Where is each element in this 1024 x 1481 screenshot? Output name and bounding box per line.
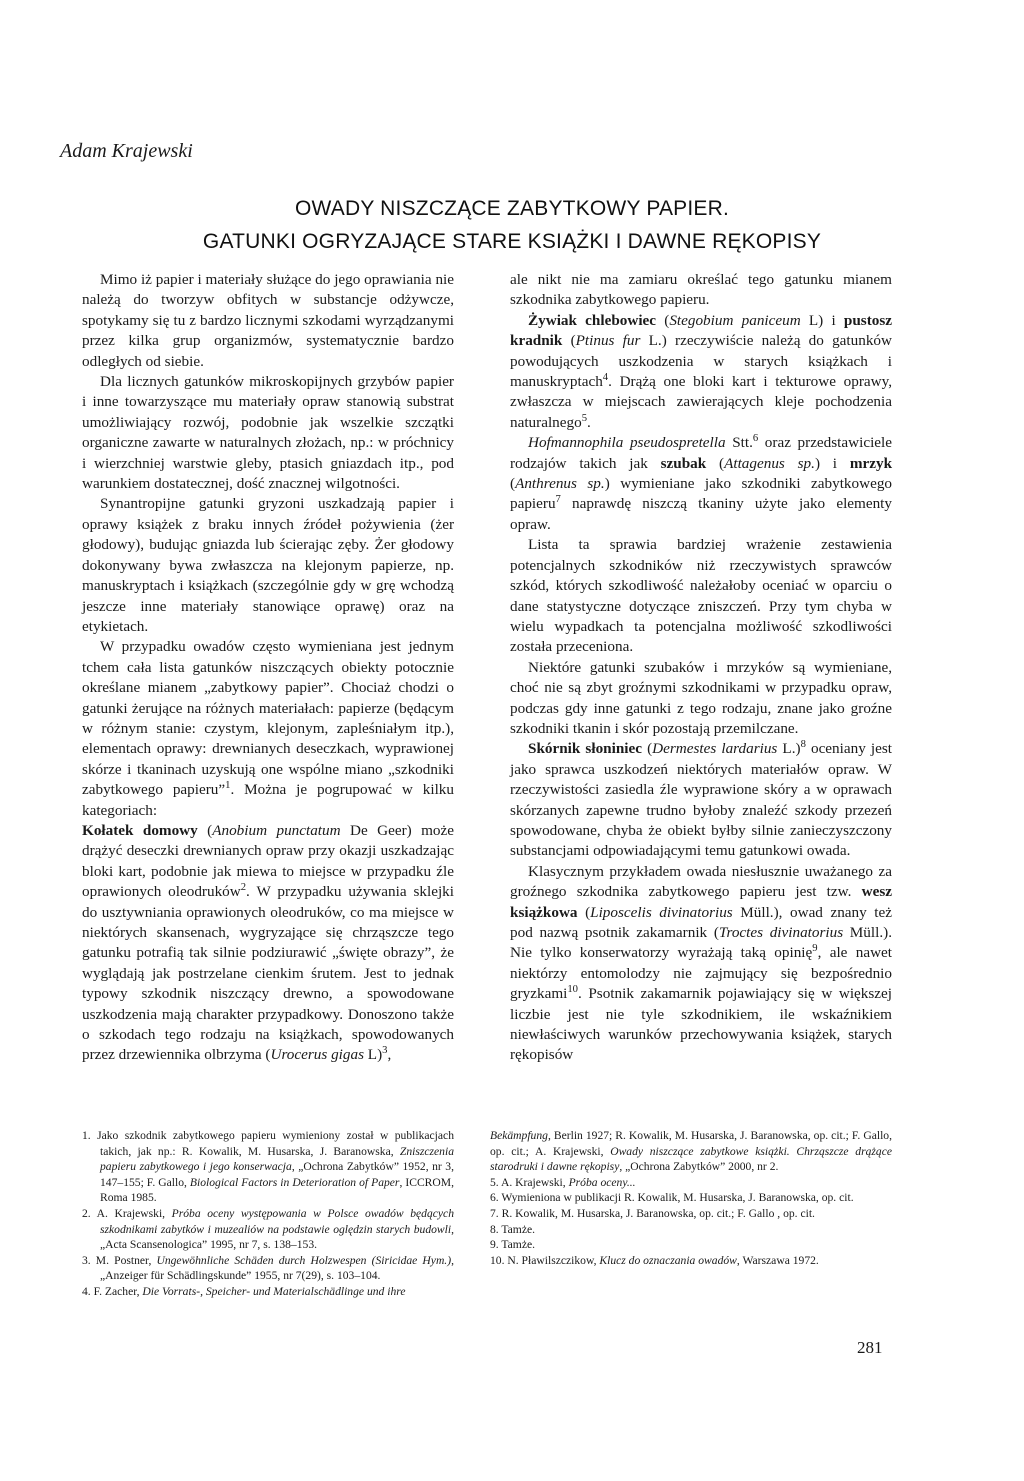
footnote: 9. Tamże. [490,1238,536,1252]
latin-name: Anthrenus sp. [515,475,605,493]
text: ) i [814,454,850,472]
text: ( [510,475,516,493]
latin-name: Liposcelis divinatorius [590,903,733,921]
paragraph [510,433,892,535]
text: L.) [777,740,801,758]
text: 4. F. Zacher, [82,1284,143,1298]
article-title [0,192,1024,258]
citation-title: Zniszczenia papieru zabytkowego i jego konserwacja [100,1144,454,1174]
footnote: 8. Tamże. [490,1222,536,1236]
paragraph [82,637,454,821]
text: L) [364,1046,383,1064]
paragraph: Niektóre gatunki szubaków i mrzyków są wymieniane, choć nie są zbyt groźnymi szkodnikami w przypadku opraw, podczas gdy inne gatunki z tego rodzaju, znane jako groźne szkodniki tkanin i skór pozostają przemilczane. [510,658,892,737]
text: 1. Jako szkodnik zabytkowego papieru wymieniony został w publikacjach takich, jak np.: R. Kowalik, M. Husarska, J. Baranowska, [82,1129,454,1158]
text: . Można je pogrupować w kilku kategoriach: [82,781,454,819]
footnote [82,1284,454,1300]
text: naprawdę niszczą tkaniny użyte jako elementy opraw. [510,495,892,533]
title-line-2: GATUNKI OGRYZAJĄCE STARE KSIĄŻKI I DAWNE RĘKOPISY [202,230,822,253]
text: 3. M. Postner, [82,1253,157,1267]
text: Klasycznym przykładem owada niesłusznie uważanego za groźnego szkodnika zabytkowego papieru jest tzw. [510,862,892,901]
paragraph: ale nikt nie ma zamiaru określać tego gatunku mianem szkodnika zabytkowego papieru. [510,271,892,309]
footnote [490,1175,892,1191]
text: W przypadku owadów często wymieniana jest jednym tchem cała lista gatunków niszczących obiekty potocznie określane mianem „zabytkowy papier”. Chociaż chodzi o gatunki żerujące na różnych materiałach: papierze (będącym w różnym stanie: czystym, klejonym, zapleśniałym itp.), elementach oprawy: drewnianych deseczkach, wyprawionej skórze i tkaninach uzyskują one wspólne miano „szkodniki zabytkowego papieru” [82,638,454,799]
text: . [587,413,591,431]
latin-name: Stegobium paniceum [669,311,801,329]
footnote-ref: 10 [567,984,578,996]
citation-title: Owady niszczące zabytkowe książki. Chrząszcze drążące starodruki i dawne rękopisy [490,1144,892,1174]
footnote-ref: 1 [225,780,231,792]
text: ( [562,332,576,350]
text: , Warszawa 1972. [736,1253,819,1267]
footnote [82,1206,454,1253]
latin-name: Attagenus sp. [724,454,815,472]
text: ) wymieniane jako szkodniki zabytkowego papieru [510,475,893,513]
text: L) i [800,311,844,329]
text: ( [706,454,725,472]
title-line-1: OWADY NISZCZĄCE ZABYTKOWY PAPIER. [294,197,730,220]
footnote-ref: 6 [752,433,759,445]
footnote-ref: 2 [240,882,247,894]
text: 2. A. Krajewski, [82,1206,172,1220]
latin-name: Ptinus fur [575,332,641,350]
citation-title: Biological Factors in Deterioration of Paper [189,1175,400,1189]
citation-title: Bekämpfung [490,1129,548,1142]
footnotes-right [490,1128,892,1268]
citation-title: Ungewöhnliche Schäden durch Holzwespen (Siricidae Hym.) [156,1253,452,1267]
footnote [82,1253,454,1284]
text: 10. N. Pławilszczikow, [490,1253,600,1267]
species-name: wesz książkowa [510,883,892,921]
paragraph [82,821,454,1066]
footnote-ref: 7 [555,494,561,506]
text: , „Ochrona Zabytków” 1952, nr 3, 147–155; F. Gallo, [100,1160,454,1189]
footnote-continuation [490,1128,892,1175]
footnote-ref: 5 [581,412,588,424]
text: , „Acta Scansenologica” 1995, nr 7, s. 138–153. [100,1222,454,1252]
footnotes-left [82,1128,454,1300]
text: oceniany jest jako sprawca uszkodzeń niektórych materiałów opraw. W rzeczywistości zasiedla źle wyprawione skóry a w oprawach skórzanych zapewne trudno byłoby znaleźć szkody przezeń spowodowane, chyba że obiekt byłby silnie zanieczyszczony substancjami odpowiadającymi temu gatunkowi owada. [510,740,892,860]
text: ( [197,821,213,839]
text: , ICCROM, Roma 1985. [100,1175,454,1205]
species-name: szubak [660,454,707,472]
text: , Berlin 1927; R. Kowalik, M. Husarska, J. Baranowska, op. cit.; F. Gallo, op. cit.; A. Krajewski, [490,1129,892,1158]
text: , [387,1046,392,1064]
text: , ale nawet niektórzy entomolodzy nie zajmujący się bezpośrednio gryzkami [510,944,892,1003]
latin-name: Troctes divinatorius [718,924,844,941]
text: Müll.), owad znany też pod nazwą psotnik zakamarnik ( [510,903,892,941]
footnote-ref: 3 [382,1045,388,1057]
footnote-ref: 4 [602,371,609,383]
text: ( [577,903,591,921]
latin-name: Urocerus gigas [270,1046,364,1064]
text: Stt. [725,434,753,452]
species-name: pustosz kradnik [510,311,892,350]
text: ( [656,311,670,329]
paragraph: Dla licznych gatunków mikroskopijnych grzybów papier i inne towarzyszące mu materiały opraw stanowią substrat umożliwiający rozwój, podobnie jak wszelkie szczątki organiczne zawarte w naturalnych złożach, np.: w próchnicy i wierzchniej warstwie gleby, ptasich gniazdach itp., pod warunkiem dostatecznej, dość znacznej wilgotności. [82,373,454,493]
left-column [82,270,454,1066]
latin-name: Anobium punctatum [212,821,341,839]
paragraph [510,862,892,1066]
text: . Drążą one bloki kart i tekturowe oprawy, zwłaszcza w miejscach zawierających kleje pochodzenia naturalnego [510,373,892,431]
citation-title: Die Vorrats-, Speicher- und Materialschädlinge und ihre [142,1284,406,1298]
text: , „Ochrona Zabytków” 2000, nr 2. [619,1160,779,1174]
author-name: Adam Krajewski [60,140,193,162]
latin-name: Dermestes lardarius [652,740,778,758]
latin-name: Hofmannophila pseudospretella [528,434,726,452]
species-name: Żywiak chlebowiec [528,311,657,329]
citation-title: Klucz do oznaczania owadów [599,1253,737,1267]
paragraph: Synantropijne gatunki gryzoni uszkadzają papier i oprawy książek z braku innych źródeł pożywienia (żer głodowy), budując gniazda lub ścierając zęby. Żer głodowy dokonywany bywa zwłaszcza na klejonym papierze, np. manuskryptach i książkach (szczególnie gdy w grę wchodzą jeszcze inne materiały stanowiące oprawę) oraz na etykietach. [82,495,454,635]
citation-title: Próba oceny występowania w Polsce owadów będących szkodnikami zabytków i muzealiów na podstawie oględzin starych budowli [100,1206,454,1236]
text: Müll.). Nie tylko konserwatorzy wyrażają taką opinię [510,924,892,962]
text: L.) rzeczywiście należą do gatunków powodujących uszkodzenia w starych książkach i manuskryptach [510,332,892,391]
footnote-ref: 8 [800,739,806,751]
footnote: 7. R. Kowalik, M. Husarska, J. Baranowska, op. cit.; F. Gallo , op. cit. [490,1206,815,1220]
paragraph [510,739,892,861]
right-column [510,270,892,1066]
page-number: 281 [857,1338,883,1357]
citation-title: Próba oceny... [568,1175,636,1189]
text: , „Anzeiger für Schädlingskunde” 1955, nr 7(29), s. 103–104. [100,1253,454,1283]
text: . Psotnik zakamarnik pojawiający się w większej liczbie jest nie tyle szkodnikiem, ile wskaźnikiem niewłaściwych warunków przechowywania książek, starych rękopisów [510,985,892,1064]
text: 5. A. Krajewski, [490,1175,569,1189]
paragraph: Lista ta sprawia bardziej wrażenie zestawienia potencjalnych szkodników niż rzeczywistych sprawców szkód, których szkodliwość należałoby oceniać w oparciu o dane statystyczne dotyczące zniszczeń. Przy tym chyba w wielu wypadkach ta potencjalna możliwość szkodliwości została przeceniona. [510,536,892,656]
footnote: 6. Wymieniona w publikacji R. Kowalik, M. Husarska, J. Baranowska, op. cit. [490,1191,854,1205]
footnote [490,1253,892,1269]
text: De Geer) może drążyć deseczki drewnianych opraw przy okazji uszkadzając bloki kart, podobnie jak miewa to miejsce w przypadku źle oprawionych oleodruków [82,821,454,901]
text: ( [641,740,653,758]
species-name: Kołatek domowy [82,821,198,839]
paragraph [510,311,892,433]
species-name: mrzyk [849,454,893,472]
text: oraz przedstawiciele rodzajów takich jak [510,434,892,472]
footnote-ref: 9 [812,943,818,955]
paragraph: Mimo iż papier i materiały służące do jego oprawiania nie należą do tworzyw obfitych w substancje odżywcze, spotykamy się tu z bardzo licznymi szkodami wyrządzanymi przez kilka grup organizmów, systematycznie bardzo odległych od siebie. [82,271,454,370]
footnote [82,1128,454,1206]
species-name: Skórnik słoniniec [528,740,642,758]
text: . W przypadku używania sklejki do usztywniania oprawionych oleodruków, co ma miejsce w niektórych skansenach, wygryzające się chrząszcze tego gatunku potrafią tak silnie podziurawić „święte obrazy”, że wyglądają jak postrzelane cienkim śrutem. Jest to jednak typowy szkodnik niszczący drewno, a spowodowane uszkodzenia mają charakter przypadkowy. Donoszono także o szkodach tego rodzaju na książkach, spowodowanych przez drzewiennika olbrzyma ( [82,883,454,1064]
